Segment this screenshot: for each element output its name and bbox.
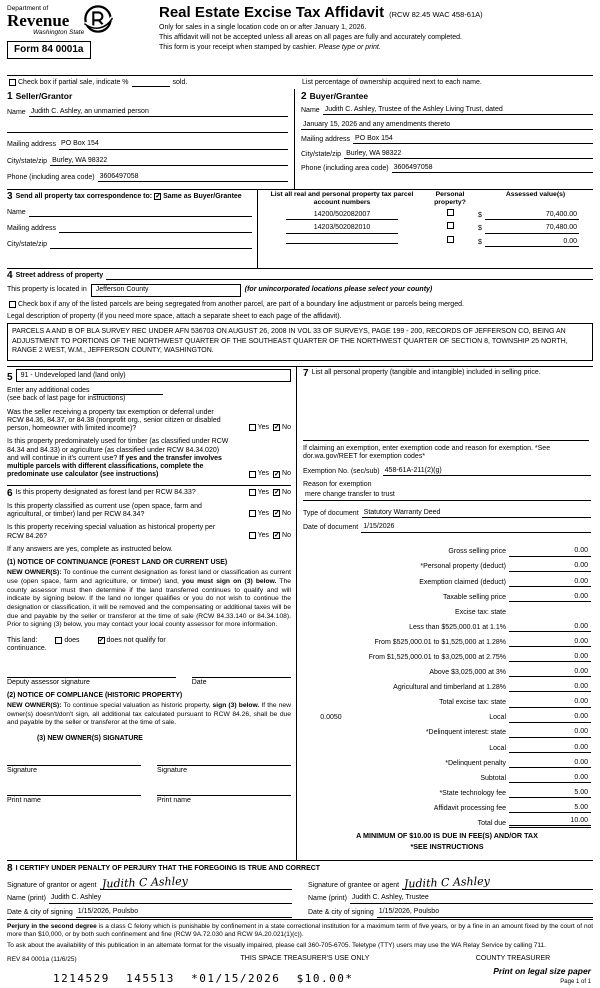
- print-name-label: Print name: [7, 797, 41, 805]
- additional-codes-field[interactable]: [93, 386, 163, 395]
- designation-section: [7, 485, 291, 806]
- q-yes-checkbox[interactable]: [249, 424, 256, 431]
- q-yes-checkbox[interactable]: [249, 532, 256, 539]
- no-label: No: [282, 488, 291, 496]
- section-7-number: 7: [303, 368, 309, 379]
- continuance-paragraph: [7, 569, 291, 630]
- fee-label: *Delinquent penalty: [445, 759, 506, 767]
- fee-row: [303, 572, 591, 587]
- if-yes-instruction: If any answers are yes, complete as instructed below.: [7, 545, 173, 553]
- fee-row-local: [303, 708, 591, 723]
- fee-label: Affidavit processing fee: [433, 804, 506, 812]
- fee-row: [303, 617, 591, 632]
- land-does-checkbox[interactable]: [55, 637, 62, 644]
- seller-mailing-label: Mailing address: [7, 141, 57, 149]
- q-yes-checkbox[interactable]: [249, 510, 256, 517]
- personal-property-list-area[interactable]: [303, 381, 589, 441]
- county-select[interactable]: Jefferson County: [91, 284, 241, 297]
- partial-sale-checkbox[interactable]: [9, 79, 16, 86]
- fee-label: Above $3,025,000 at 3%: [429, 669, 506, 677]
- grantor-date-field[interactable]: 1/15/2026, Poulsbo: [76, 908, 292, 917]
- seller-section: [7, 89, 294, 189]
- yes-label: Yes: [257, 531, 270, 539]
- seller-phone-field[interactable]: 3606497058: [98, 173, 288, 182]
- timber-agriculture-question: [7, 438, 233, 479]
- fee-row: [303, 738, 591, 753]
- section-8-number: 8: [7, 863, 13, 874]
- land-qualify-row: [7, 637, 291, 645]
- county-treasurer-label: COUNTY TREASURER: [475, 955, 551, 963]
- exemption-deferral-question: Was the seller receiving a property tax exemption or deferral under RCW 84.36, 84.37, or 84.38 (nonprofit org., senior citizen or disabled person, homeowner with limited income)?: [7, 408, 221, 432]
- rcw-reference: (RCW 82.45 WAC 458-61A): [389, 10, 483, 19]
- segregated-label: Check box if any of the listed parcels are being segregated from another parcel, are part of a boundary line adjustment or parcels being merged.: [18, 300, 464, 308]
- correspondence-name-label: Name: [7, 208, 26, 216]
- header-note-1: Only for sales in a single location code on or after January 1, 2026.: [159, 23, 367, 31]
- continuance-bold-sign: you must sign on (3) below.: [182, 577, 277, 585]
- form-header: [7, 4, 593, 76]
- notice-compliance-heading: (2) NOTICE OF COMPLIANCE (HISTORIC PROPERTY): [7, 691, 183, 699]
- fee-value[interactable]: 0.00: [509, 683, 591, 692]
- parcel-row: [262, 220, 593, 234]
- certification-section: [7, 861, 593, 920]
- buyer-city-label: City/state/zip: [301, 150, 342, 158]
- new-owners-label: NEW OWNER(S):: [7, 569, 62, 577]
- partial-sale-row: [7, 76, 593, 89]
- fee-row: [303, 557, 591, 572]
- parcel-row: [262, 207, 593, 221]
- agency-block: [7, 4, 149, 73]
- grantee-name-field[interactable]: Judith C. Ashley, Trustee: [350, 894, 593, 903]
- perjury-rest: is a class C felony which is punishable by confinement in a state correctional institution for a maximum term of five years, or by a fine in an amount fixed by the court of not more than $10,000, or by both such confinement and fine (RCW 9A.72.030 and RCW 9A.20.021(1)(c)).: [7, 923, 593, 939]
- street-address-label: Street address of property: [15, 271, 104, 279]
- correspondence-name-field[interactable]: [29, 208, 252, 217]
- deputy-date-line[interactable]: [192, 669, 291, 678]
- grantor-date-label: Date & city of signing: [7, 909, 73, 917]
- personal-property-section: [296, 367, 593, 860]
- fee-label: Less than $525,000.01 at 1.1%: [409, 623, 506, 631]
- signature-label: Signature: [7, 767, 37, 775]
- county-note: (for unincorporated locations please select your county): [244, 286, 433, 293]
- fee-value[interactable]: 0.00: [509, 668, 591, 677]
- fee-row: [303, 753, 591, 768]
- compliance-bold-sign: sign (3) below.: [212, 701, 260, 709]
- grantee-date-field[interactable]: 1/15/2026, Poulsbo: [377, 908, 593, 917]
- fee-value[interactable]: 5.00: [509, 804, 591, 813]
- partial-sale-sold-label: sold.: [172, 78, 188, 86]
- deputy-assessor-signature-line[interactable]: [7, 669, 176, 678]
- fee-value[interactable]: 0.00: [509, 653, 591, 662]
- correspondence-mailing-field[interactable]: [59, 224, 252, 233]
- page-number: Page 1 of 1: [560, 978, 591, 985]
- correspondence-city-field[interactable]: [50, 240, 252, 249]
- fee-row: [303, 632, 591, 647]
- personal-property-checkbox[interactable]: [447, 222, 454, 229]
- fee-value[interactable]: 0.00: [509, 713, 591, 722]
- q-no-checkbox[interactable]: ✓: [274, 531, 280, 539]
- personal-property-checkbox[interactable]: [447, 236, 454, 243]
- buyer-mailing-label: Mailing address: [301, 136, 351, 144]
- section-5-number: 5: [7, 372, 13, 384]
- grantor-signature-label: Signature of grantor or agent: [7, 881, 97, 889]
- fee-row: [303, 542, 591, 557]
- correspondence-city-label: City/state/zip: [7, 240, 48, 248]
- owner-print-name-line-2[interactable]: [157, 787, 291, 796]
- dollar-sign: $: [478, 211, 482, 219]
- q-no-checkbox[interactable]: ✓: [274, 510, 280, 518]
- q-no-checkbox[interactable]: ✓: [274, 488, 280, 496]
- buyer-section: [294, 89, 593, 189]
- fee-value[interactable]: 0.00: [509, 744, 591, 753]
- segregated-checkbox[interactable]: [9, 301, 16, 308]
- fee-value[interactable]: 10.00: [509, 817, 591, 828]
- grantor-signature-block: [7, 873, 292, 918]
- owner-signature-line-1[interactable]: [7, 757, 141, 766]
- codes-instruction-note: (see back of last page for instructions): [7, 395, 126, 403]
- buyer-mailing-field[interactable]: PO Box 154: [353, 135, 593, 144]
- land-use-section: [7, 369, 291, 480]
- yes-label: Yes: [257, 488, 270, 496]
- yes-label: Yes: [257, 510, 270, 517]
- document-date-field[interactable]: 1/15/2026: [361, 523, 591, 532]
- parcel-col-header-personal: Personal property?: [434, 191, 466, 206]
- fee-value[interactable]: 0.00: [509, 759, 591, 768]
- same-as-buyer-checkbox[interactable]: ✓: [155, 193, 161, 200]
- fee-value: [509, 608, 591, 617]
- dept-of-label: Department of: [7, 5, 49, 12]
- parties-section: [7, 89, 593, 190]
- q-no-checkbox[interactable]: ✓: [274, 470, 280, 478]
- yes-label: Yes: [257, 424, 270, 431]
- fee-label: Subtotal: [480, 774, 506, 782]
- fee-value[interactable]: 0.00: [509, 578, 591, 587]
- yes-label: Yes: [257, 470, 270, 478]
- grantee-date-label: Date & city of signing: [308, 909, 374, 917]
- personal-property-title: List all personal property (tangible and intangible) included in selling price.: [311, 369, 541, 376]
- document-type-label: Type of document: [303, 510, 359, 517]
- fee-table: [303, 542, 591, 829]
- see-instructions-note: *SEE INSTRUCTIONS: [410, 841, 484, 851]
- partial-sale-label: Check box if partial sale, indicate %: [18, 78, 129, 86]
- fee-label: Local: [489, 744, 506, 752]
- parcel-col-header-assessed: Assessed value(s): [505, 191, 566, 198]
- buyer-title: Buyer/Grantee: [309, 91, 369, 101]
- property-location-section: [7, 269, 593, 367]
- personal-property-checkbox[interactable]: [447, 209, 454, 216]
- partial-sale-percent-field[interactable]: [132, 79, 170, 87]
- section-2-number: 2: [301, 91, 307, 103]
- fee-label: Excise tax: state: [455, 608, 506, 616]
- assessed-value-field[interactable]: 0.00: [485, 238, 579, 247]
- header-note-3-italic: Please type or print.: [318, 44, 381, 52]
- parcel-number-field[interactable]: [286, 235, 398, 244]
- header-note-3-text: This form is your receipt when stamped by cashier.: [159, 44, 317, 52]
- correspondence-section: [7, 190, 593, 269]
- revenue-wordmark: Revenue: [7, 10, 70, 30]
- seller-title: Seller/Grantor: [15, 91, 73, 101]
- fee-row: [303, 723, 591, 738]
- street-address-field[interactable]: [106, 271, 593, 280]
- deputy-date-label: Date: [191, 678, 207, 686]
- parcel-row: [262, 234, 593, 248]
- grantee-signature-block: [308, 873, 593, 918]
- fee-row-excise-heading: [303, 602, 591, 617]
- fee-row: [303, 798, 591, 813]
- print-on-legal-note: Print on legal size paper: [493, 965, 591, 976]
- grantee-signature: Judith C Ashley: [403, 874, 491, 891]
- assessed-value-field[interactable]: 70,400.00: [485, 211, 579, 220]
- continuance-text-2: The county assessor must then determine if the land transferred continues to qualify and will indicate by signing below. If the land no longer qualifies or you do not wish to continue the designation or classification, it will be removed and the compensating or additional taxes will be due and payable by the seller or transferor at the time of sale (RCW 84.33.140 or 84.34.108). Prior to signing (3) below, you may contact your local county assessor for more information.: [7, 577, 292, 629]
- no-label: No: [282, 510, 291, 517]
- q-yes-checkbox[interactable]: [249, 489, 256, 496]
- buyer-name-label: Name: [301, 107, 320, 115]
- ownership-percent-note: List percentage of ownership acquired next to each name.: [302, 78, 482, 86]
- notice-continuance-heading: (1) NOTICE OF CONTINUANCE (FOREST LAND OR CURRENT USE): [7, 559, 228, 566]
- grantor-signature-field[interactable]: [100, 874, 292, 891]
- section-1-number: 1: [7, 91, 13, 103]
- exemption-instructions: If claiming an exemption, enter exemption code and reason for exemption. *See dor.wa.gov/REET for exemption codes*: [303, 445, 551, 461]
- timber-question-bold-note: If yes and the transfer involves multiple parcels with different classifications, complete the predominate use calculator (see instructions): [7, 454, 222, 479]
- legal-description-label: Legal description of property (if you need more space, attach a separate sheet to each page of the affidavit).: [7, 312, 342, 320]
- document-date-label: Date of document: [303, 524, 359, 532]
- header-note-2: This affidavit will not be accepted unless all areas on all pages are fully and accurately completed.: [159, 33, 462, 41]
- deputy-assessor-label: Deputy assessor signature: [7, 678, 90, 686]
- fee-value[interactable]: 0.00: [509, 638, 591, 647]
- compliance-text-1: To continue special valuation as historic property,: [63, 701, 211, 709]
- current-use-question: Is this property classified as current use (open space, farm and agricultural, or timber) land per RCW 84.34?: [7, 502, 202, 518]
- fee-row-total-due: [303, 813, 591, 828]
- grantee-name-label: Name (print): [308, 895, 347, 903]
- parcel-number-field[interactable]: 14200/502082007: [286, 211, 398, 220]
- main-columns: [7, 367, 593, 861]
- parcel-col-header-numbers: List all real and personal property tax parcel account numbers: [270, 191, 414, 206]
- exemption-number-label: Exemption No. (sec/sub): [303, 467, 380, 475]
- does-not-label: does not qualify for: [106, 637, 166, 645]
- fee-row: [303, 587, 591, 602]
- exemption-reason-field[interactable]: mere change transfer to trust: [303, 491, 591, 501]
- section-3-number: 3: [7, 191, 13, 202]
- continuance-label: continuance.: [7, 645, 47, 653]
- rev-number: REV 84 0001a (11/6/25): [7, 955, 77, 963]
- left-column: [7, 367, 296, 860]
- buyer-name-field-line2[interactable]: January 15, 2026 and any amendments thereto: [301, 121, 593, 130]
- perjury-lead: Perjury in the second degree: [7, 923, 97, 930]
- fee-value[interactable]: 0.00: [509, 547, 591, 556]
- fee-label: *State technology fee: [439, 789, 506, 797]
- form-title: Real Estate Excise Tax Affidavit: [159, 4, 385, 21]
- fee-label: Agricultural and timberland at 1.28%: [393, 684, 506, 692]
- parcel-table: [257, 190, 593, 268]
- located-in-label: This property is located in: [7, 286, 87, 293]
- dollar-sign: $: [478, 225, 482, 233]
- fee-value[interactable]: 0.00: [509, 623, 591, 632]
- q-yes-checkbox[interactable]: [249, 471, 256, 478]
- fee-value[interactable]: 0.00: [509, 774, 591, 783]
- header-note-3: [159, 44, 593, 52]
- accessibility-note: To ask about the availability of this publication in an alternate format for the visually impaired, please call 360-705-6705. Teletype (TTY) users may use the WA Relay Service by calling 711.: [7, 941, 546, 949]
- compliance-paragraph: [7, 702, 291, 728]
- forest-land-question: Is this property designated as forest land per RCW 84.33?: [15, 488, 196, 496]
- no-label: No: [282, 470, 291, 478]
- dor-logo-icon: [83, 4, 113, 34]
- minimum-due-note: A MINIMUM OF $10.00 IS DUE IN FEE(S) AND/OR TAX: [356, 831, 538, 841]
- perjury-statement: [7, 923, 593, 940]
- fee-label: Local: [489, 714, 506, 722]
- grantee-signature-label: Signature of grantee or agent: [308, 881, 400, 889]
- correspondence-title: Send all property tax correspondence to:: [15, 192, 153, 200]
- buyer-city-field[interactable]: Burley, WA 98322: [344, 150, 593, 159]
- fee-value[interactable]: 5.00: [509, 789, 591, 798]
- grantor-name-label: Name (print): [7, 895, 46, 903]
- land-does-not-checkbox[interactable]: ✓: [98, 637, 105, 645]
- fee-value[interactable]: 0.00: [509, 562, 591, 571]
- no-label: No: [282, 424, 291, 431]
- no-label: No: [282, 531, 291, 539]
- cashier-stamp: 1214529 145513 *01/15/2026 $10.00*: [53, 971, 354, 985]
- fee-value[interactable]: 0.00: [509, 728, 591, 737]
- fee-row: [303, 677, 591, 692]
- fee-label: *Delinquent interest: state: [425, 729, 506, 737]
- fee-row: [303, 647, 591, 662]
- fee-label: Exemption claimed (deduct): [419, 578, 506, 586]
- fee-value[interactable]: 0.00: [509, 593, 591, 602]
- fee-row: [303, 662, 591, 677]
- seller-city-label: City/state/zip: [7, 157, 48, 165]
- owner-signature-line-2[interactable]: [157, 757, 291, 766]
- form-number-box: Form 84 0001a: [7, 41, 91, 59]
- grantor-signature: Judith C Ashley: [101, 874, 188, 891]
- section-6-number: 6: [7, 487, 13, 499]
- compliance-text-2: If the new owner(s) doesn't/don't sign, all additional tax calculated pursuant to RCW 84.26, shall be due and payable by the seller or transferor at the time of sale.: [7, 701, 291, 727]
- seller-city-field[interactable]: Burley, WA 98322: [50, 157, 288, 166]
- additional-codes-label: Enter any additional codes: [7, 387, 90, 394]
- exemption-reason-label: Reason for exemption: [303, 480, 372, 488]
- fee-value[interactable]: 0.00: [509, 698, 591, 707]
- historic-property-question: Is this property receiving special valuation as historical property per RCW 84.26?: [7, 524, 216, 540]
- footer-row: [7, 955, 593, 963]
- parcel-number-field[interactable]: 14203/502082010: [286, 224, 398, 233]
- fee-label: From $525,000.01 to $1,525,000 at 1.28%: [374, 638, 506, 646]
- same-as-buyer-label: Same as Buyer/Grantee: [163, 192, 242, 200]
- print-name-label: Print name: [157, 797, 191, 805]
- fee-label: Total excise tax: state: [439, 699, 506, 707]
- correspondence-mailing-label: Mailing address: [7, 224, 57, 232]
- buyer-name-field[interactable]: Judith C. Ashley, Trustee of the Ashley Living Trust, dated: [323, 106, 593, 115]
- new-owner-signature-heading: (3) NEW OWNER(S) SIGNATURE: [37, 735, 143, 743]
- buyer-phone-label: Phone (including area code): [301, 164, 389, 172]
- buyer-phone-field[interactable]: 3606497058: [392, 164, 593, 173]
- fee-row: [303, 783, 591, 798]
- fee-label: Gross selling price: [448, 548, 506, 556]
- grantor-name-field[interactable]: Judith C. Ashley: [49, 894, 292, 903]
- timber-question-text: Is this property predominately used for timber (as classified under RCW 84.34 and 84.33) or agriculture (as classified under RCW 84.34.020) and will continue in it's current use?: [7, 438, 229, 462]
- fee-label: Total due: [477, 820, 506, 828]
- dollar-sign: $: [478, 238, 482, 246]
- fee-row: [303, 768, 591, 783]
- q-no-checkbox[interactable]: ✓: [274, 424, 280, 432]
- legal-description-box[interactable]: PARCELS A AND B OF BLA SURVEY REC UNDER AFN 536703 ON AUGUST 26, 2008 IN VOL 33 OF SURVEYS, PAGE 199 - 200, RECORDS OF JEFFERSON CO, BEING AN ADJUSTMENT TO PORTIONS OF THE NORTHWEST QUARTER OF THE SOUTHEAST QUARTER OF THE NORTHWEST QUARTER OF SECTION 8, TOWNSHIP 25 NORTH, RANGE 2 WEST, W.M., JEFFERSON COUNTY, WASHINGTON.: [7, 323, 593, 361]
- new-owners-label: NEW OWNER(S):: [7, 701, 62, 709]
- seller-name-field[interactable]: Judith C. Ashley, an unmarried person: [29, 108, 288, 117]
- seller-name-extra-field[interactable]: [7, 124, 288, 133]
- signature-label: Signature: [157, 767, 187, 775]
- fee-label: *Personal property (deduct): [420, 563, 506, 571]
- owner-print-name-line-1[interactable]: [7, 787, 141, 796]
- washington-state-label: Washington State: [33, 28, 85, 36]
- does-label: does: [64, 637, 80, 645]
- certification-title: I CERTIFY UNDER PENALTY OF PERJURY THAT THE FOREGOING IS TRUE AND CORRECT: [15, 864, 321, 872]
- title-block: [149, 4, 593, 73]
- assessed-value-field[interactable]: 70,480.00: [485, 224, 579, 233]
- seller-name-label: Name: [7, 109, 26, 117]
- fee-row: [303, 692, 591, 707]
- fee-label: From $1,525,000.01 to $3,025,000 at 2.75%: [368, 654, 506, 661]
- this-land-label: This land:: [7, 637, 38, 645]
- exemption-number-field[interactable]: 458-61A-211(2)(g): [383, 467, 591, 476]
- grantee-signature-field[interactable]: [402, 874, 593, 891]
- fee-label: Taxable selling price: [442, 593, 506, 601]
- seller-mailing-field[interactable]: PO Box 154: [59, 140, 288, 149]
- document-type-field[interactable]: Statutory Warranty Deed: [362, 509, 591, 518]
- section-4-number: 4: [7, 270, 13, 281]
- continuance-text-1: To continue the current designation as forest land or classification as current use (open space, farm and agriculture, or timber) land,: [7, 569, 291, 585]
- local-rate: 0.0050: [320, 714, 342, 722]
- land-use-code-box[interactable]: 91 - Undeveloped land (land only): [16, 369, 291, 382]
- treasurer-space-label: THIS SPACE TREASURER'S USE ONLY: [240, 955, 370, 963]
- seller-phone-label: Phone (including area code): [7, 173, 95, 181]
